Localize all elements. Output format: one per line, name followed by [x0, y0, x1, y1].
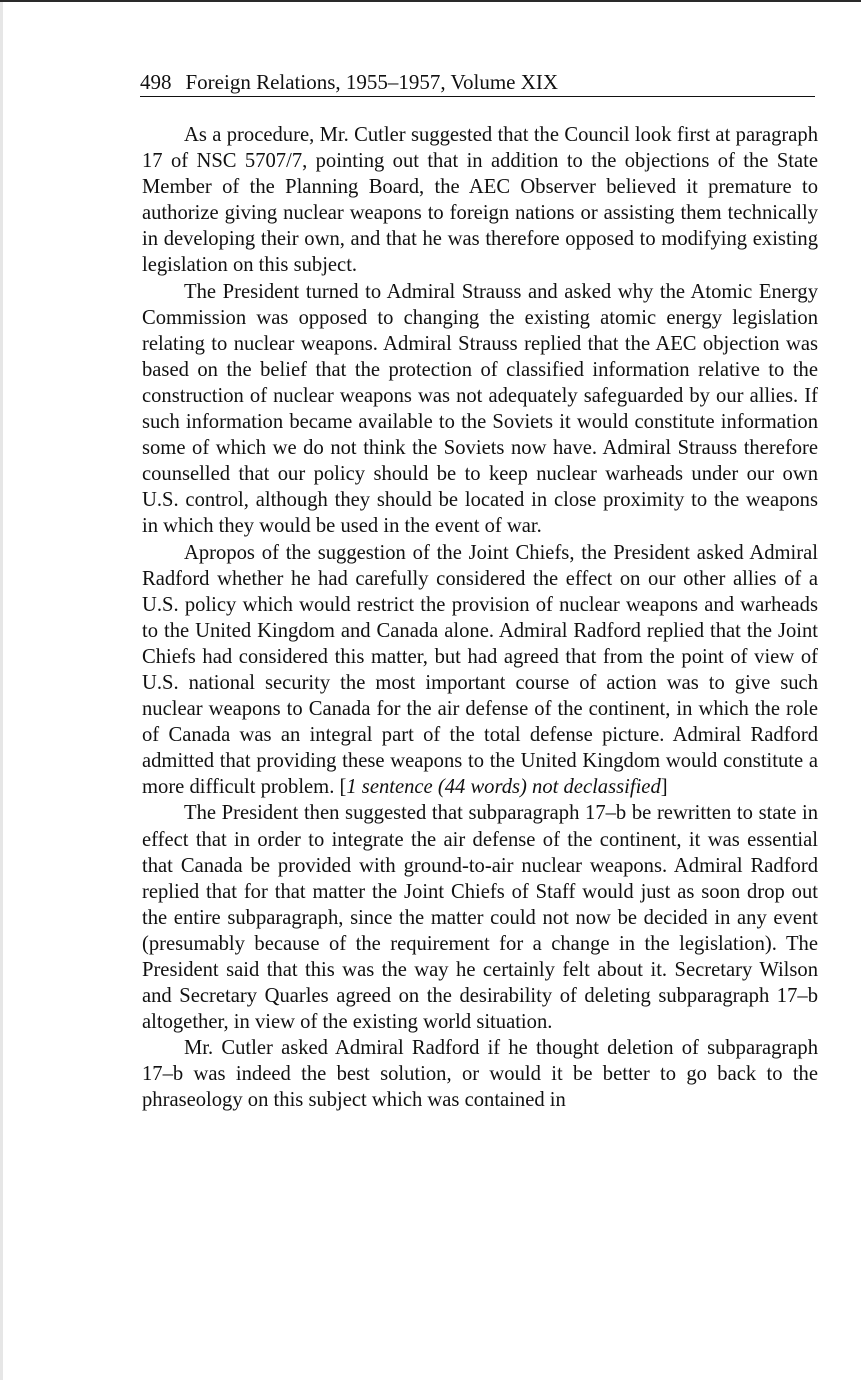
paragraph-subparagraph-17b	[142, 800, 818, 1035]
paragraph-text: The President then suggested that subparagraph 17–b be rewritten to state in effect that in order to integrate the air defense of the continent, it was essential that Canada be provided with ground-to-air nuclear weapons. Admiral Radford replied that for that matter the Joint Chiefs of Staff would just as soon drop out the entire subparagraph, since the matter could not now be decided in any event (presumably because of the requirement for a change in the legislation). The President said that this was the way he certainly felt about it. Secretary Wilson and Secretary Quarles agreed on the desirability of deleting subparagraph 17–b altogether, in view of the existing world situation.	[142, 802, 818, 1034]
paragraph-strauss	[142, 279, 818, 540]
redaction-note: 1 sentence (44 words) not declassified	[346, 776, 661, 799]
running-header	[140, 68, 815, 97]
paragraph-text: Apropos of the suggestion of the Joint Chiefs, the President asked Admiral Radford whether he had carefully considered the effect on our other allies of a U.S. policy which would restrict the provision of nuclear weapons and warheads to the United Kingdom and Canada alone. Admiral Radford replied that the Joint Chiefs had considered this matter, but had agreed that from the point of view of U.S. national security the most important course of action was to give such nuclear weapons to Canada for the air defense of the continent, in which the role of Canada was an integral part of the total defense picture. Admiral Radford admitted that providing these weapons to the United Kingdom would constitute a more difficult problem. [	[142, 541, 818, 799]
bracket-close: ]	[660, 776, 668, 799]
body-text	[142, 122, 818, 1114]
paragraph-text: Mr. Cutler asked Admiral Radford if he thought deletion of subparagraph 17–b was indeed the best solution, or would it be better to go back to the phraseology on this subject which was contained in	[142, 1037, 818, 1112]
paragraph-text: As a procedure, Mr. Cutler suggested that the Council look first at paragraph 17 of NSC 5707/7, pointing out that in addition to the objections of the State Member of the Planning Board, the AEC Observer believed it premature to authorize giving nuclear weapons to foreign nations or assisting them technically in developing their own, and that he was therefore opposed to modifying existing legislation on this subject.	[142, 124, 818, 277]
volume-title: Foreign Relations, 1955–1957, Volume XIX	[185, 70, 559, 94]
page-edge-shadow	[0, 0, 3, 1380]
paragraph-cutler-question	[142, 1035, 818, 1113]
paragraph-radford	[142, 540, 818, 801]
paragraph-procedure	[142, 122, 818, 279]
page-number: 498	[140, 70, 172, 94]
top-edge-rule	[0, 0, 861, 2]
paragraph-text: The President turned to Admiral Strauss and asked why the Atomic Energy Commission was opposed to changing the existing atomic energy legislation relating to nuclear weapons. Admiral Strauss replied that the AEC objection was based on the belief that the protection of classified information relative to the construction of nuclear weapons was not adequately safeguarded by our allies. If such information became available to the Soviets it would constitute information some of which we do not think the Soviets now have. Admiral Strauss therefore counselled that our policy should be to keep nuclear warheads under our own U.S. control, although they should be located in close proximity to the weapons in which they would be used in the event of war.	[142, 280, 818, 538]
